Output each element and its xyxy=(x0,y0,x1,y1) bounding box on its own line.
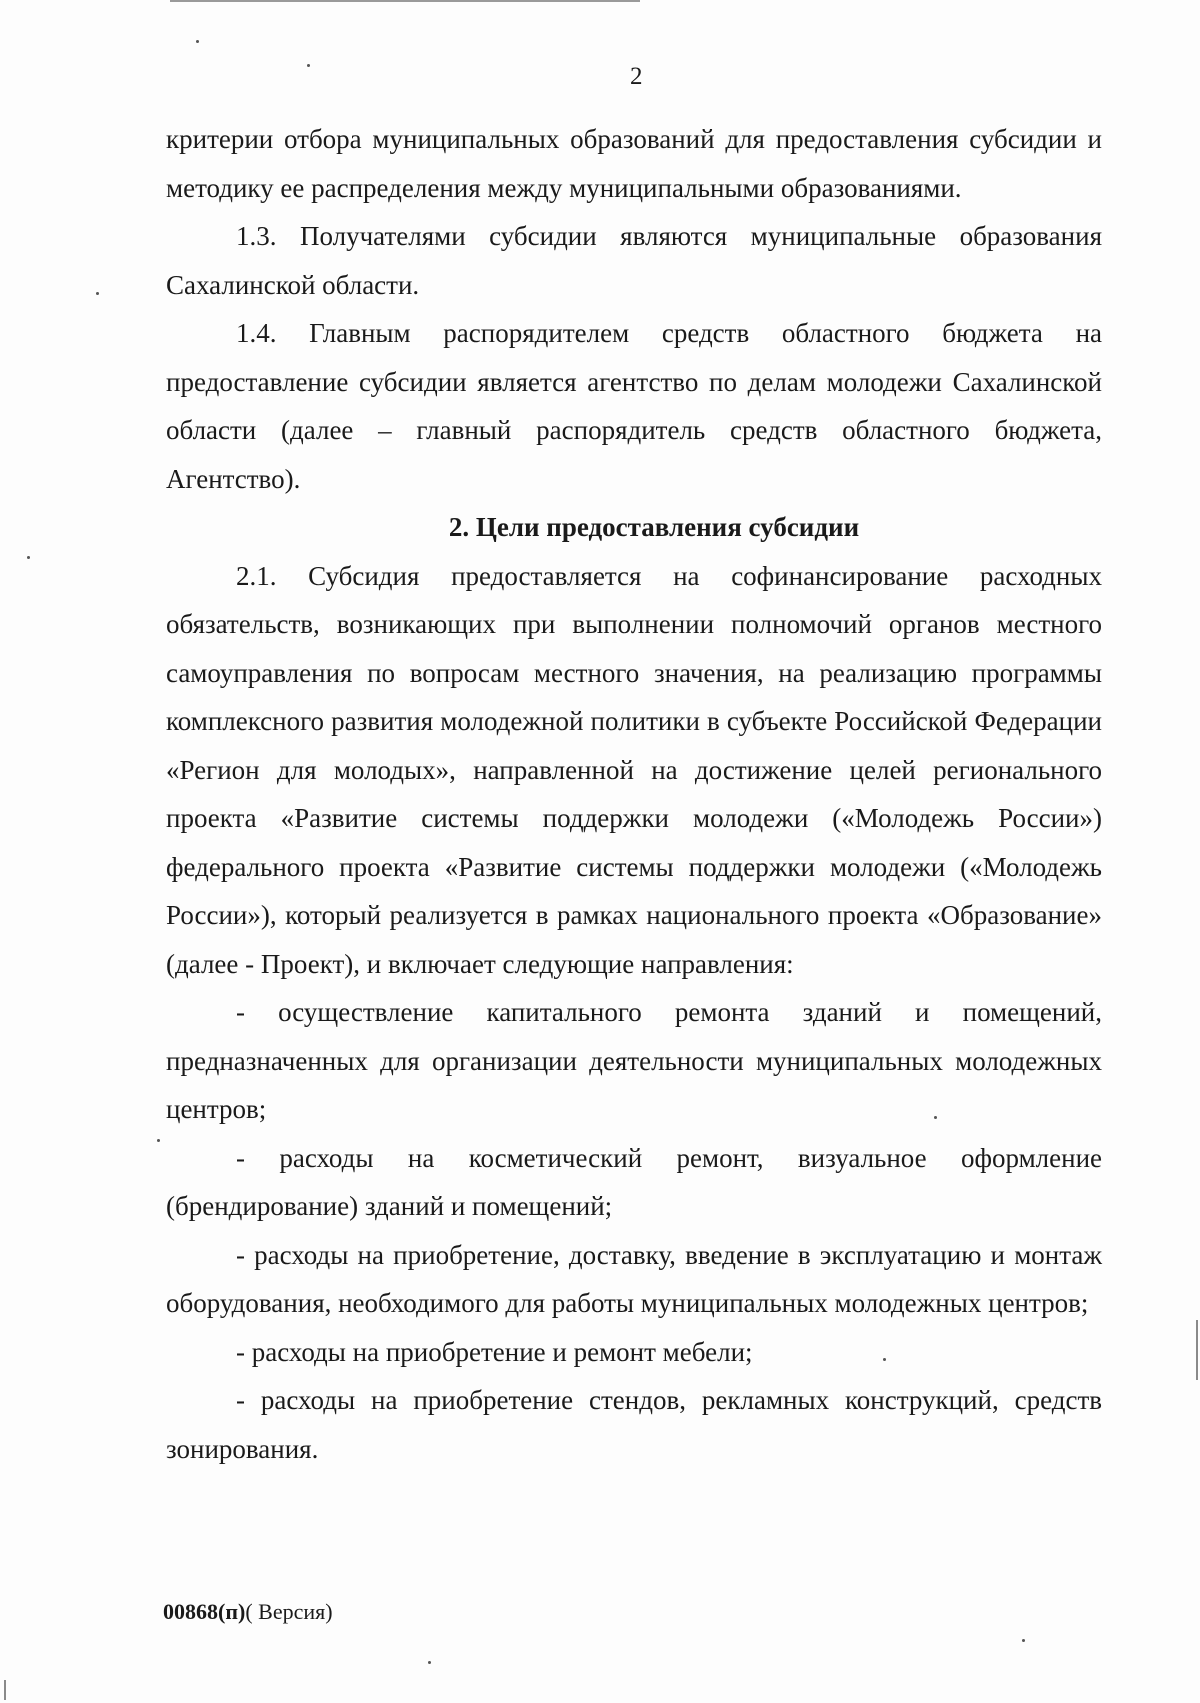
list-item-stands: - расходы на приобретение стендов, рекламных конструкций, средств зонирования. xyxy=(166,1385,1102,1464)
list-item-equipment: - расходы на приобретение, доставку, введение в эксплуатацию и монтаж оборудования, необходимого для работы муниципальных молодежных центров; xyxy=(166,1239,1102,1318)
document-version: ( Версия) xyxy=(245,1599,333,1624)
scan-speck xyxy=(27,556,30,559)
list-item-capital-repair: - осуществление капитального ремонта зданий и помещений, предназначенных для организации деятельности муниципальных молодежных центров; xyxy=(166,997,1102,1124)
scan-edge-mark xyxy=(1196,1320,1198,1380)
paragraph-2-1: 2.1. Субсидия предоставляется на софинансирование расходных обязательств, возникающих при выполнении полномочий органов местного самоуправления по вопросам местного значения, на реализацию программы комплексного развития молодежной политики в субъекте Российской Федерации «Регион для молодых», направленной на достижение целей регионального проекта «Развитие системы поддержки молодежи («Молодежь России») федерального проекта «Развитие системы поддержки молодежи («Молодежь России»), который реализуется в рамках национального проекта «Образование» (далее - Проект), и включает следующие направления: xyxy=(166,560,1102,979)
scan-speck xyxy=(196,40,199,43)
scan-speck xyxy=(934,1116,937,1119)
section-heading-2: 2. Цели предоставления субсидии xyxy=(448,512,860,542)
document-code: 00868(п) xyxy=(163,1599,246,1624)
list-item-furniture: - расходы на приобретение и ремонт мебели; xyxy=(236,1336,753,1367)
scan-speck xyxy=(1022,1639,1025,1642)
document-body xyxy=(166,115,1102,1473)
paragraph-1-4: 1.4. Главным распорядителем средств областного бюджета на предоставление субсидии является агентство по делам молодежи Сахалинской области (далее – главный распорядитель средств областного бюджета, Агентство). xyxy=(166,318,1102,494)
scan-speck xyxy=(157,1139,160,1142)
page-number: 2 xyxy=(630,63,643,90)
list-item-cosmetic-repair: - расходы на косметический ремонт, визуальное оформление (брендирование) зданий и помещений; xyxy=(166,1142,1102,1221)
scan-edge-mark xyxy=(4,1680,6,1700)
scan-top-edge xyxy=(170,0,640,2)
paragraph-criteria: критерии отбора муниципальных образований для предоставления субсидии и методику ее распределения между муниципальными образованиями. xyxy=(166,124,1102,203)
scan-speck xyxy=(883,1358,886,1361)
scan-speck xyxy=(96,292,99,295)
paragraph-1-3: 1.3. Получателями субсидии являются муниципальные образования Сахалинской области. xyxy=(166,221,1102,300)
document-footer xyxy=(163,1598,333,1626)
scan-speck xyxy=(428,1661,431,1664)
scan-speck xyxy=(307,64,310,67)
